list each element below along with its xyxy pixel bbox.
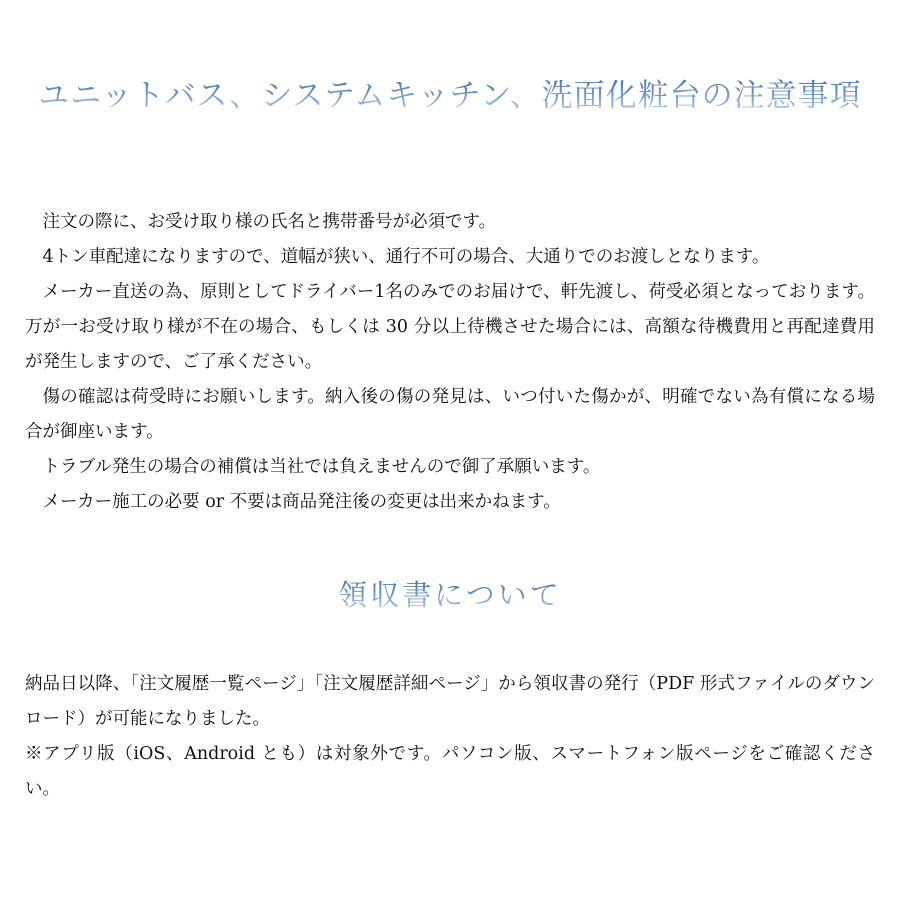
notes-section: [25, 205, 875, 520]
receipt-section-title: 領収書について: [0, 573, 900, 614]
page-title: ユニットバス、システムキッチン、洗面化粧台の注意事項: [0, 70, 900, 115]
note-damage-check: 傷の確認は荷受時にお願いします。納入後の傷の発見は、いつ付いた傷かが、明確でない為有償になる場合が御座います。: [25, 387, 875, 442]
receipt-section: [25, 667, 875, 807]
note-truck-delivery: 4トン車配達になりますので、道幅が狭い、通行不可の場合、大通りでのお渡しとなります。: [42, 247, 770, 267]
receipt-app-note: ※アプリ版（iOS、Android とも）は対象外です。パソコン版、スマートフォン版ページをご確認ください。: [25, 744, 875, 799]
note-trouble-compensation: トラブル発生の場合の補償は当社では負えませんので御了承願います。: [42, 457, 601, 477]
receipt-issue-info: 納品日以降、「注文履歴一覧ページ」「注文履歴詳細ページ」から領収書の発行（PDF 形式ファイルのダウンロード）が可能になりました。: [25, 674, 875, 729]
note-installation-change: メーカー施工の必要 or 不要は商品発注後の変更は出来かねます。: [42, 492, 561, 512]
note-order-info: 注文の際に、お受け取り様の氏名と携帯番号が必須です。: [42, 212, 497, 232]
note-direct-shipping: メーカー直送の為、原則としてドライバー1名のみでのお届けで、軒先渡し、荷受必須となっております。万が一お受け取り様が不在の場合、もしくは 30 分以上待機させた場合には、高額な待機費用と再配達費用が発生しますので、ご了承ください。: [25, 282, 875, 372]
